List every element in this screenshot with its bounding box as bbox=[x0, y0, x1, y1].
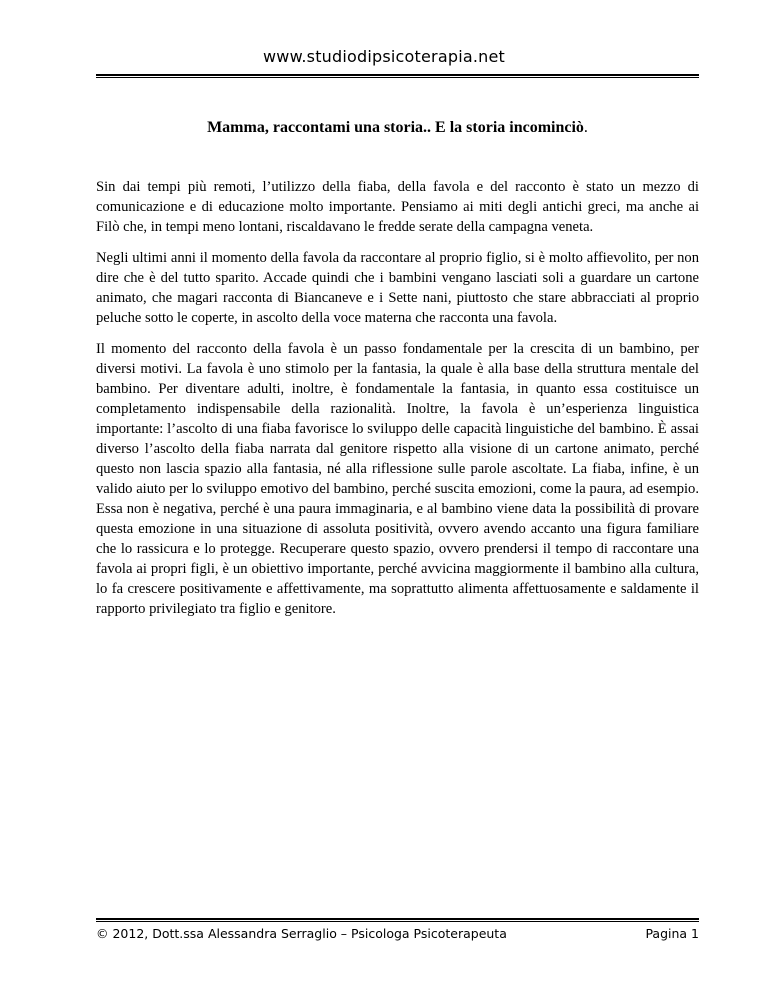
document-body bbox=[96, 177, 699, 630]
title-period: . bbox=[583, 119, 588, 136]
page-number: Pagina 1 bbox=[645, 926, 699, 941]
paragraph-1: Sin dai tempi più remoti, l’utilizzo della fiaba, della favola e del racconto è stato un mezzo di comunicazione e di educazione molto importante. Pensiamo ai miti degli antichi greci, ma anche ai Filò che, in tempi meno lontani, riscaldavano le fredde serate della campagna veneta. bbox=[96, 179, 699, 235]
document-title bbox=[96, 119, 699, 137]
title-text: Mamma, raccontami una storia.. E la storia incominciò bbox=[207, 119, 584, 136]
footer-divider bbox=[96, 918, 699, 922]
paragraph-3: Il momento del racconto della favola è un passo fondamentale per la crescita di un bambino, per diversi motivi. La favola è uno stimolo per la fantasia, la quale è alla base della struttura mentale del bambino. Per diventare adulti, inoltre, è fondamentale la fantasia, in quanto essa costituisce un completamento indispensabile della razionalità. Inoltre, la favola è un’esperienza linguistica importante: l’ascolto di una fiaba favorisce lo sviluppo delle capacità linguistiche del bambino. È assai diverso l’ascolto della fiaba narrata dal genitore rispetto alla visione di un cartone animato, perché questo non lascia spazio alla fantasia, né alla riflessione sulle parole ascoltate. La fiaba, infine, è un valido aiuto per lo sviluppo emotivo del bambino, perché suscita emozioni, come la paura, ad esempio. Essa non è negativa, perché è una paura immaginaria, e al bambino viene data la possibilità di provare questa emozione in una situazione di assoluta positività, ovvero avendo accanto una figura familiare che lo rassicura e lo protegge. Recuperare questo spazio, ovvero prendersi il tempo di raccontare una favola ai propri figli, è un obiettivo importante, perché avvicina maggiormente il bambino alla cultura, lo fa crescere positivamente e affettivamente, ma soprattutto alimenta affettuosamente e saldamente il rapporto privilegiato tra figlio e genitore. bbox=[96, 341, 699, 617]
header-url: www.studiodipsicoterapia.net bbox=[263, 47, 505, 66]
footer-copyright: © 2012, Dott.ssa Alessandra Serraglio – Psicologa Psicoterapeuta bbox=[96, 926, 507, 941]
header-divider bbox=[96, 74, 699, 78]
paragraph-2: Negli ultimi anni il momento della favola da raccontare al proprio figlio, si è molto affievolito, per non dire che è del tutto sparito. Accade quindi che i bambini vengano lasciati soli a guardare un cartone animato, che magari racconta di Biancaneve e i Sette nani, piuttosto che stare abbracciati al proprio peluche sotto le coperte, in ascolto della voce materna che racconta una favola. bbox=[96, 250, 699, 326]
